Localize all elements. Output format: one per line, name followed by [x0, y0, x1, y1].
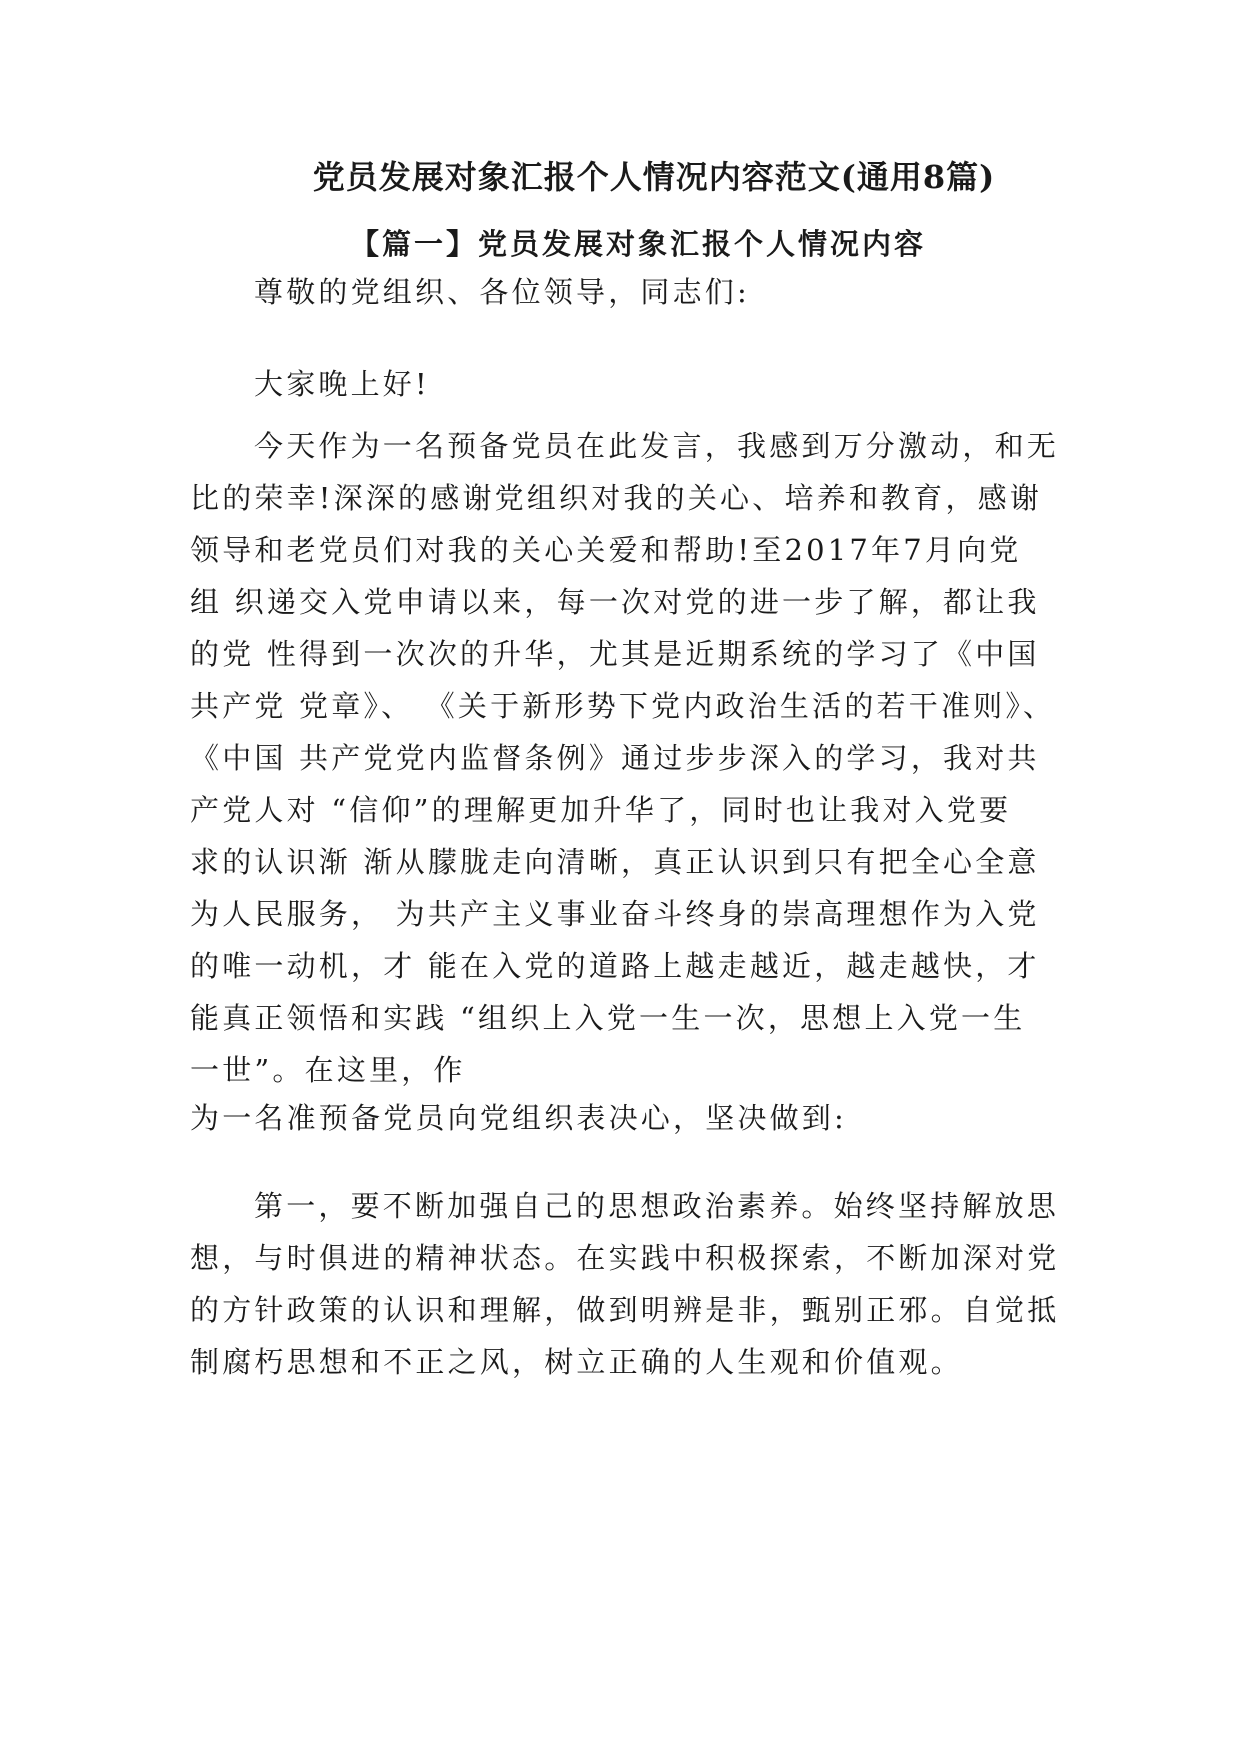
paragraph-line: 共产党 党章》、 《关于新形势下党内政治生活的若干准则》、 — [190, 689, 1056, 723]
paragraph-line: 的方针政策的认识和理解，做到明辨是非，甄别正邪。自觉抵 — [190, 1293, 1060, 1327]
salutation-line: 尊敬的党组织、各位领导，同志们: — [254, 275, 750, 309]
paragraph-line: 产党人对 “信仰”的理解更加升华了，同时也让我对入党要 — [190, 793, 1012, 827]
paragraph-line: 能真正领悟和实践 “组织上入党一生一次，思想上入党一生 — [190, 1001, 1026, 1035]
greeting-line: 大家晚上好! — [254, 367, 430, 401]
paragraph-line: 制腐朽思想和不正之风，树立正确的人生观和价值观。 — [190, 1345, 963, 1379]
paragraph-line: 的党 性得到一次次的升华，尤其是近期系统的学习了《中国 — [190, 637, 1040, 671]
document-title: 党员发展对象汇报个人情况内容范文(通用8篇) — [312, 158, 996, 196]
paragraph-line: 为人民服务， 为共产主义事业奋斗终身的崇高理想作为入党 — [190, 897, 1040, 931]
paragraph-line: 领导和老党员们对我的关心关爱和帮助!至2017年7月向党 — [190, 533, 1022, 567]
paragraph-line: 第一，要不断加强自己的思想政治素养。始终坚持解放思 — [254, 1189, 1060, 1223]
paragraph-line: 为一名准预备党员向党组织表决心，坚决做到: — [190, 1101, 847, 1135]
paragraph-line: 今天作为一名预备党员在此发言，我感到万分激动，和无 — [254, 429, 1060, 463]
paragraph-line: 求的认识渐 渐从朦胧走向清晰，真正认识到只有把全心全意 — [190, 845, 1040, 879]
paragraph-line: 组 织递交入党申请以来，每一次对党的进一步了解，都让我 — [190, 585, 1040, 619]
section-heading: 【篇一】党员发展对象汇报个人情况内容 — [349, 227, 926, 261]
paragraph-line: 《中国 共产党党内监督条例》通过步步深入的学习，我对共 — [190, 741, 1040, 775]
paragraph-line: 比的荣幸!深深的感谢党组织对我的关心、培养和教育，感谢 — [190, 481, 1043, 515]
paragraph-line: 想，与时俱进的精神状态。在实践中积极探索，不断加深对党 — [190, 1241, 1060, 1275]
paragraph-line: 的唯一动机，才 能在入党的道路上越走越近，越走越快，才 — [190, 949, 1040, 983]
paragraph-line: 一世”。在这里，作 — [190, 1053, 466, 1087]
